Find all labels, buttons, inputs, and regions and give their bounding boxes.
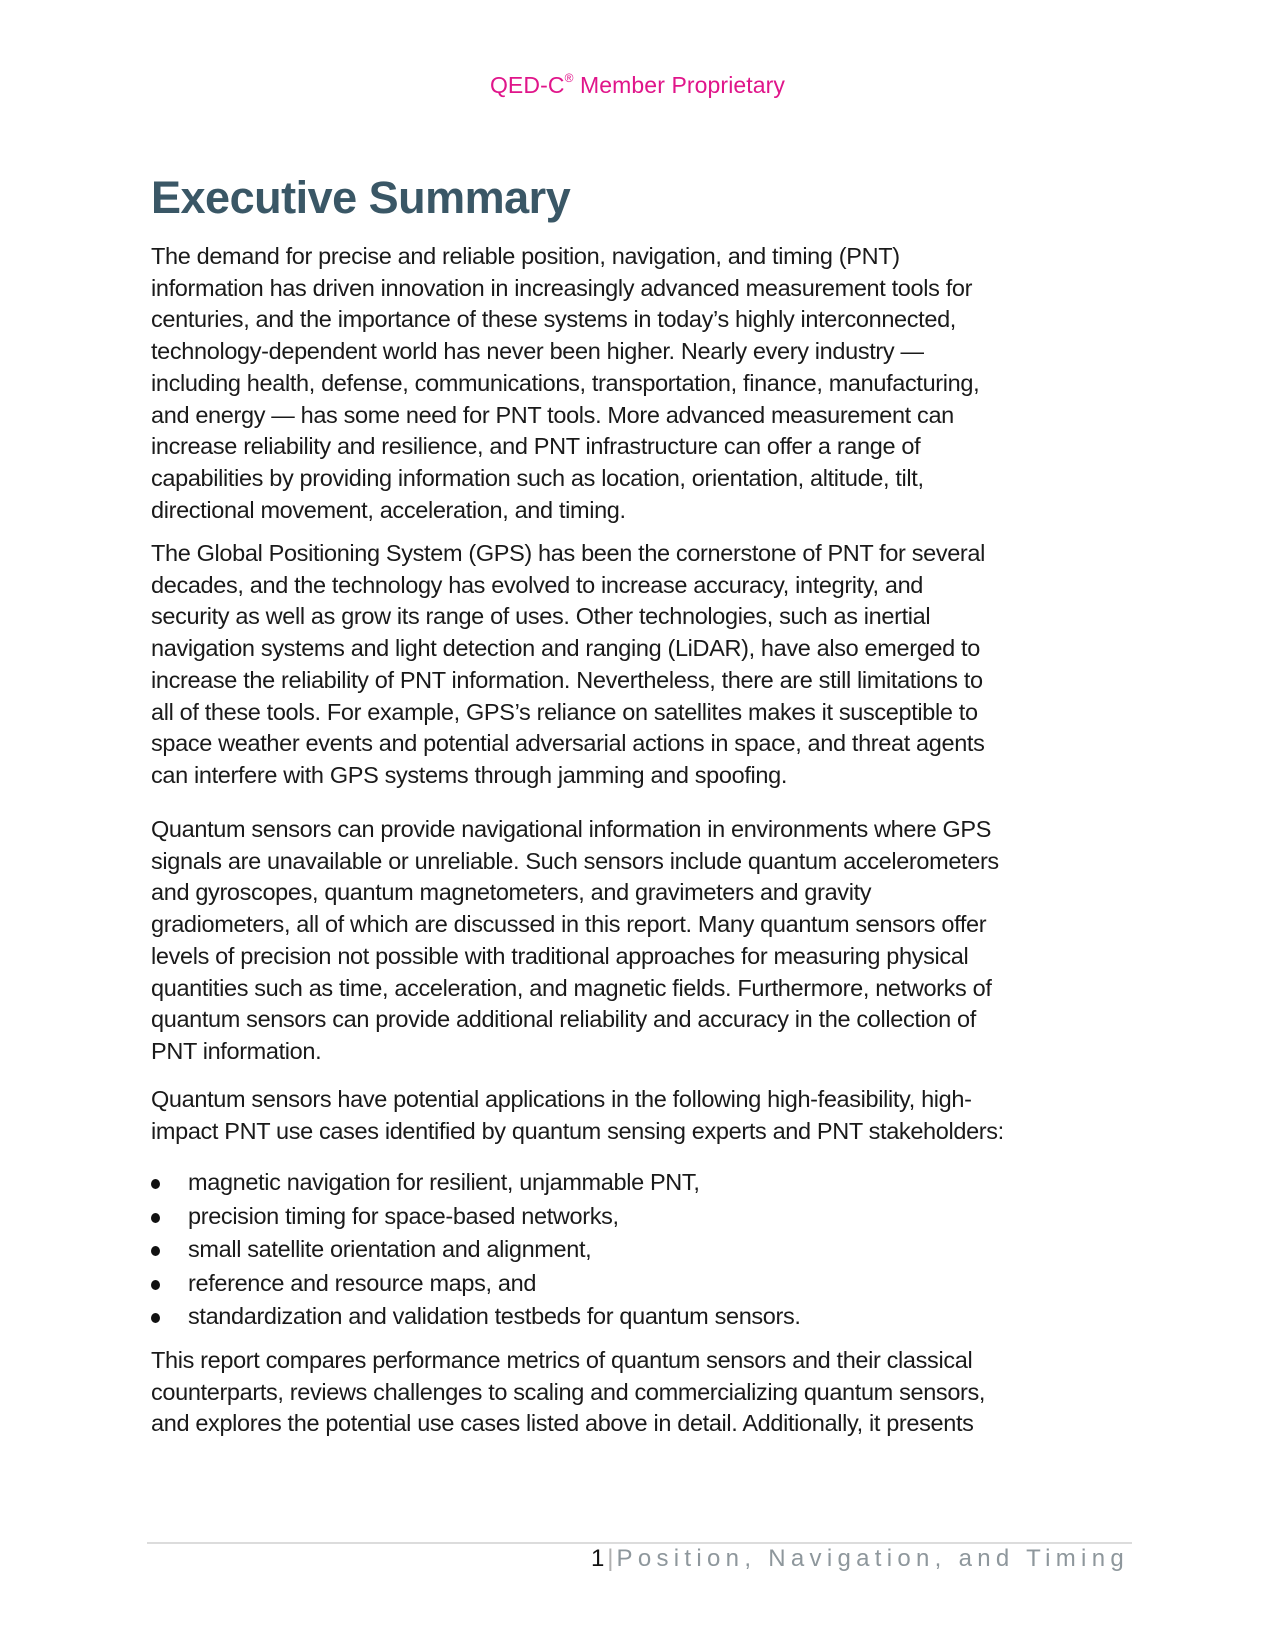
text-line: increase reliability and resilience, and PNT infrastructure can offer a range of [151,433,921,460]
text-line: counterparts, reviews challenges to scaling and commercializing quantum sensors, [151,1378,986,1405]
paragraph-intro [151,241,1131,526]
footer-separator: | [607,1545,614,1572]
page-footer [591,1545,1129,1573]
text-line: capabilities by providing information such as location, orientation, altitude, tilt, [151,464,924,491]
list-item-text: standardization and validation testbeds for quantum sensors. [188,1303,801,1329]
header-org: QED-C [489,72,565,98]
text-line: and energy — has some need for PNT tools. More advanced measurement can [151,401,954,428]
text-line: can interfere with GPS systems through jamming and spoofing. [151,761,788,788]
footer-document-title: Position, Navigation, and Timing [616,1545,1129,1572]
page-title: Executive Summary [151,172,571,223]
list-item [151,1267,801,1301]
text-line: The Global Positioning System (GPS) has been the cornerstone of PNT for several [151,540,986,566]
text-line: information has driven innovation in increasingly advanced measurement tools for [151,274,973,301]
paragraph-gps [151,538,1131,792]
text-line: impact PNT use cases identified by quantum sensing experts and PNT stakeholders: [151,1117,1004,1144]
text-line: decades, and the technology has evolved to increase accuracy, integrity, and [151,571,924,598]
bullet-icon [151,1313,160,1323]
use-case-list [151,1166,801,1334]
list-item-text: small satellite orientation and alignment, [188,1236,592,1262]
text-line: directional movement, acceleration, and timing. [151,496,626,523]
paragraph-use-cases-intro [151,1084,1131,1147]
paragraph-quantum-sensors [151,814,1131,1068]
text-line: all of these tools. For example, GPS’s reliance on satellites makes it susceptible to [151,698,978,725]
list-item [151,1233,801,1267]
text-line: The demand for precise and reliable position, navigation, and timing (PNT) [151,243,900,269]
footer-divider [147,1542,1132,1544]
bullet-icon [151,1280,160,1290]
text-line: gradiometers, all of which are discussed in this report. Many quantum sensors offer [151,911,987,938]
bullet-icon [151,1246,160,1256]
text-line: signals are unavailable or unreliable. Such sensors include quantum accelerometers [151,847,999,874]
proprietary-header [0,72,1275,99]
list-item [151,1166,801,1200]
text-line: and explores the potential use cases listed above in detail. Additionally, it presents [151,1410,974,1437]
text-line: Quantum sensors can provide navigational information in environments where GPS [151,816,992,842]
text-line: and gyroscopes, quantum magnetometers, and gravimeters and gravity [151,879,872,906]
list-item-text: magnetic navigation for resilient, unjammable PNT, [188,1169,700,1195]
page-number: 1 [590,1545,605,1572]
text-line: navigation systems and light detection and ranging (LiDAR), have also emerged to [151,635,980,662]
text-line: technology-dependent world has never been higher. Nearly every industry — [151,338,924,365]
text-line: including health, defense, communications, transportation, finance, manufacturing, [151,369,980,396]
list-item-text: precision timing for space-based networks, [188,1202,619,1229]
list-item [151,1200,801,1234]
bullet-icon [151,1213,160,1223]
bullet-icon [151,1179,160,1189]
paragraph-report-overview [151,1345,1131,1440]
text-line: space weather events and potential adversarial actions in space, and threat agents [151,730,985,757]
text-line: This report compares performance metrics of quantum sensors and their classical [151,1347,973,1373]
list-item [151,1300,801,1334]
text-line: levels of precision not possible with traditional approaches for measuring physical [151,942,969,969]
registered-mark: ® [564,71,574,86]
list-item-text: reference and resource maps, and [188,1269,537,1296]
text-line: centuries, and the importance of these systems in today’s highly interconnected, [151,306,956,333]
text-line: security as well as grow its range of uses. Other technologies, such as inertial [151,603,931,630]
text-line: quantities such as time, acceleration, and magnetic fields. Furthermore, networks of [151,974,992,1001]
text-line: Quantum sensors have potential applications in the following high-feasibility, high- [151,1086,972,1112]
text-line: increase the reliability of PNT information. Nevertheless, there are still limitations to [151,666,983,693]
header-label: Member Proprietary [573,72,786,98]
text-line: PNT information. [151,1037,322,1064]
text-line: quantum sensors can provide additional reliability and accuracy in the collection of [151,1006,976,1033]
